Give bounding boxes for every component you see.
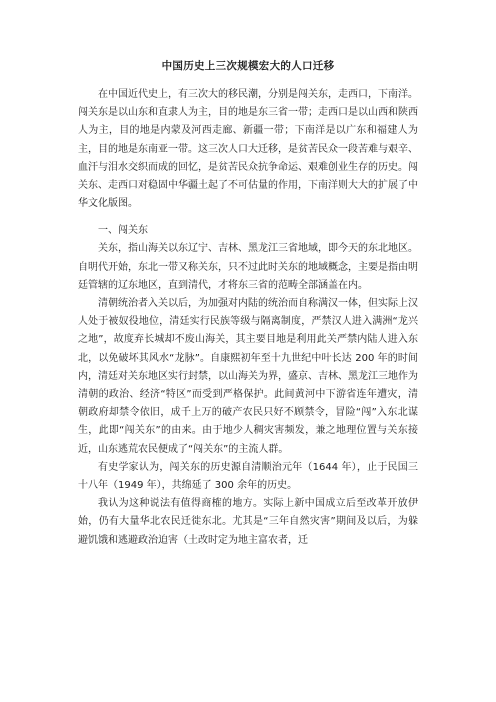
body-paragraph: 我认为这种说法有值得商榷的地方。实际上新中国成立后至改革开放伊始，仍有大量华北农民迁徙东北。尤其是“三年自然灾害”期间及以后，为躲避饥饿和逃避政治迫害（土改时定为地主富农者，迁	[78, 498, 418, 546]
section-heading-1: 一、闯关东	[98, 225, 148, 237]
intro-paragraph: 在中国近代史上，有三次大的移民潮，分别是闯关东，走西口，下南洋。闯关东是以山东和直隶人为主，目的地是东三省一带；走西口是以山西和陕西人为主，目的地是内蒙及河西走廊、新疆一带；下南洋是以广东和福建人为主，目的地是东南亚一带。这三次人口大迁移，是贫苦民众一段苦难与艰辛、血汗与泪水交织而成的回忆，是贫苦民众抗争命运、艰难创业生存的历史。闯关东、走西口对稳固中华疆土起了不可估量的作用，下南洋则大大的扩展了中华文化版图。	[78, 89, 418, 210]
document-title: 中国历史上三次规模宏大的人口迁移	[161, 60, 335, 72]
paragraph-gap	[78, 213, 418, 222]
body-paragraph: 关东，指山海关以东辽宁、吉林、黑龙江三省地域，即今天的东北地区。自明代开始，东北一带又称关东，只不过此时关东的地域概念，主要是指由明廷管辖的辽东地区，直到清代，才将东三省的范畴全部涵盖在内。	[78, 243, 418, 291]
body-paragraph: 清朝统治者入关以后，为加强对内陆的统治而自称满汉一体，但实际上汉人处于被奴役地位，清廷实行民族等级与隔离制度，严禁汉人进入满洲“龙兴之地”，故度弃长城却不废山海关，其主要目地是利用此关严禁内陆人进入东北，以免破坏其风水“龙脉”。自康熙初年至十九世纪中叶长达 200 年的时间内，清廷对关东地区实行封禁，以山海关为界，盛京、吉林、黑龙江三地作为清朝的政治、经济“特区”而受到严格保护。此间黄河中下游省连年遭灾，清朝政府却禁令依旧，成千上万的破产农民只好不顾禁令，冒险“闯”入东北谋生，此即“闯关东”的由来。由于地少人稠灾害频发，兼之地理位置与关东接近，山东逃荒农民便成了“闯关东”的主流人群。	[78, 298, 418, 455]
body-paragraph: 有史学家认为，闯关东的历史源自清顺治元年（1644 年），止于民国三十八年（1949 年），共绵延了 300 余年的历史。	[78, 461, 418, 492]
